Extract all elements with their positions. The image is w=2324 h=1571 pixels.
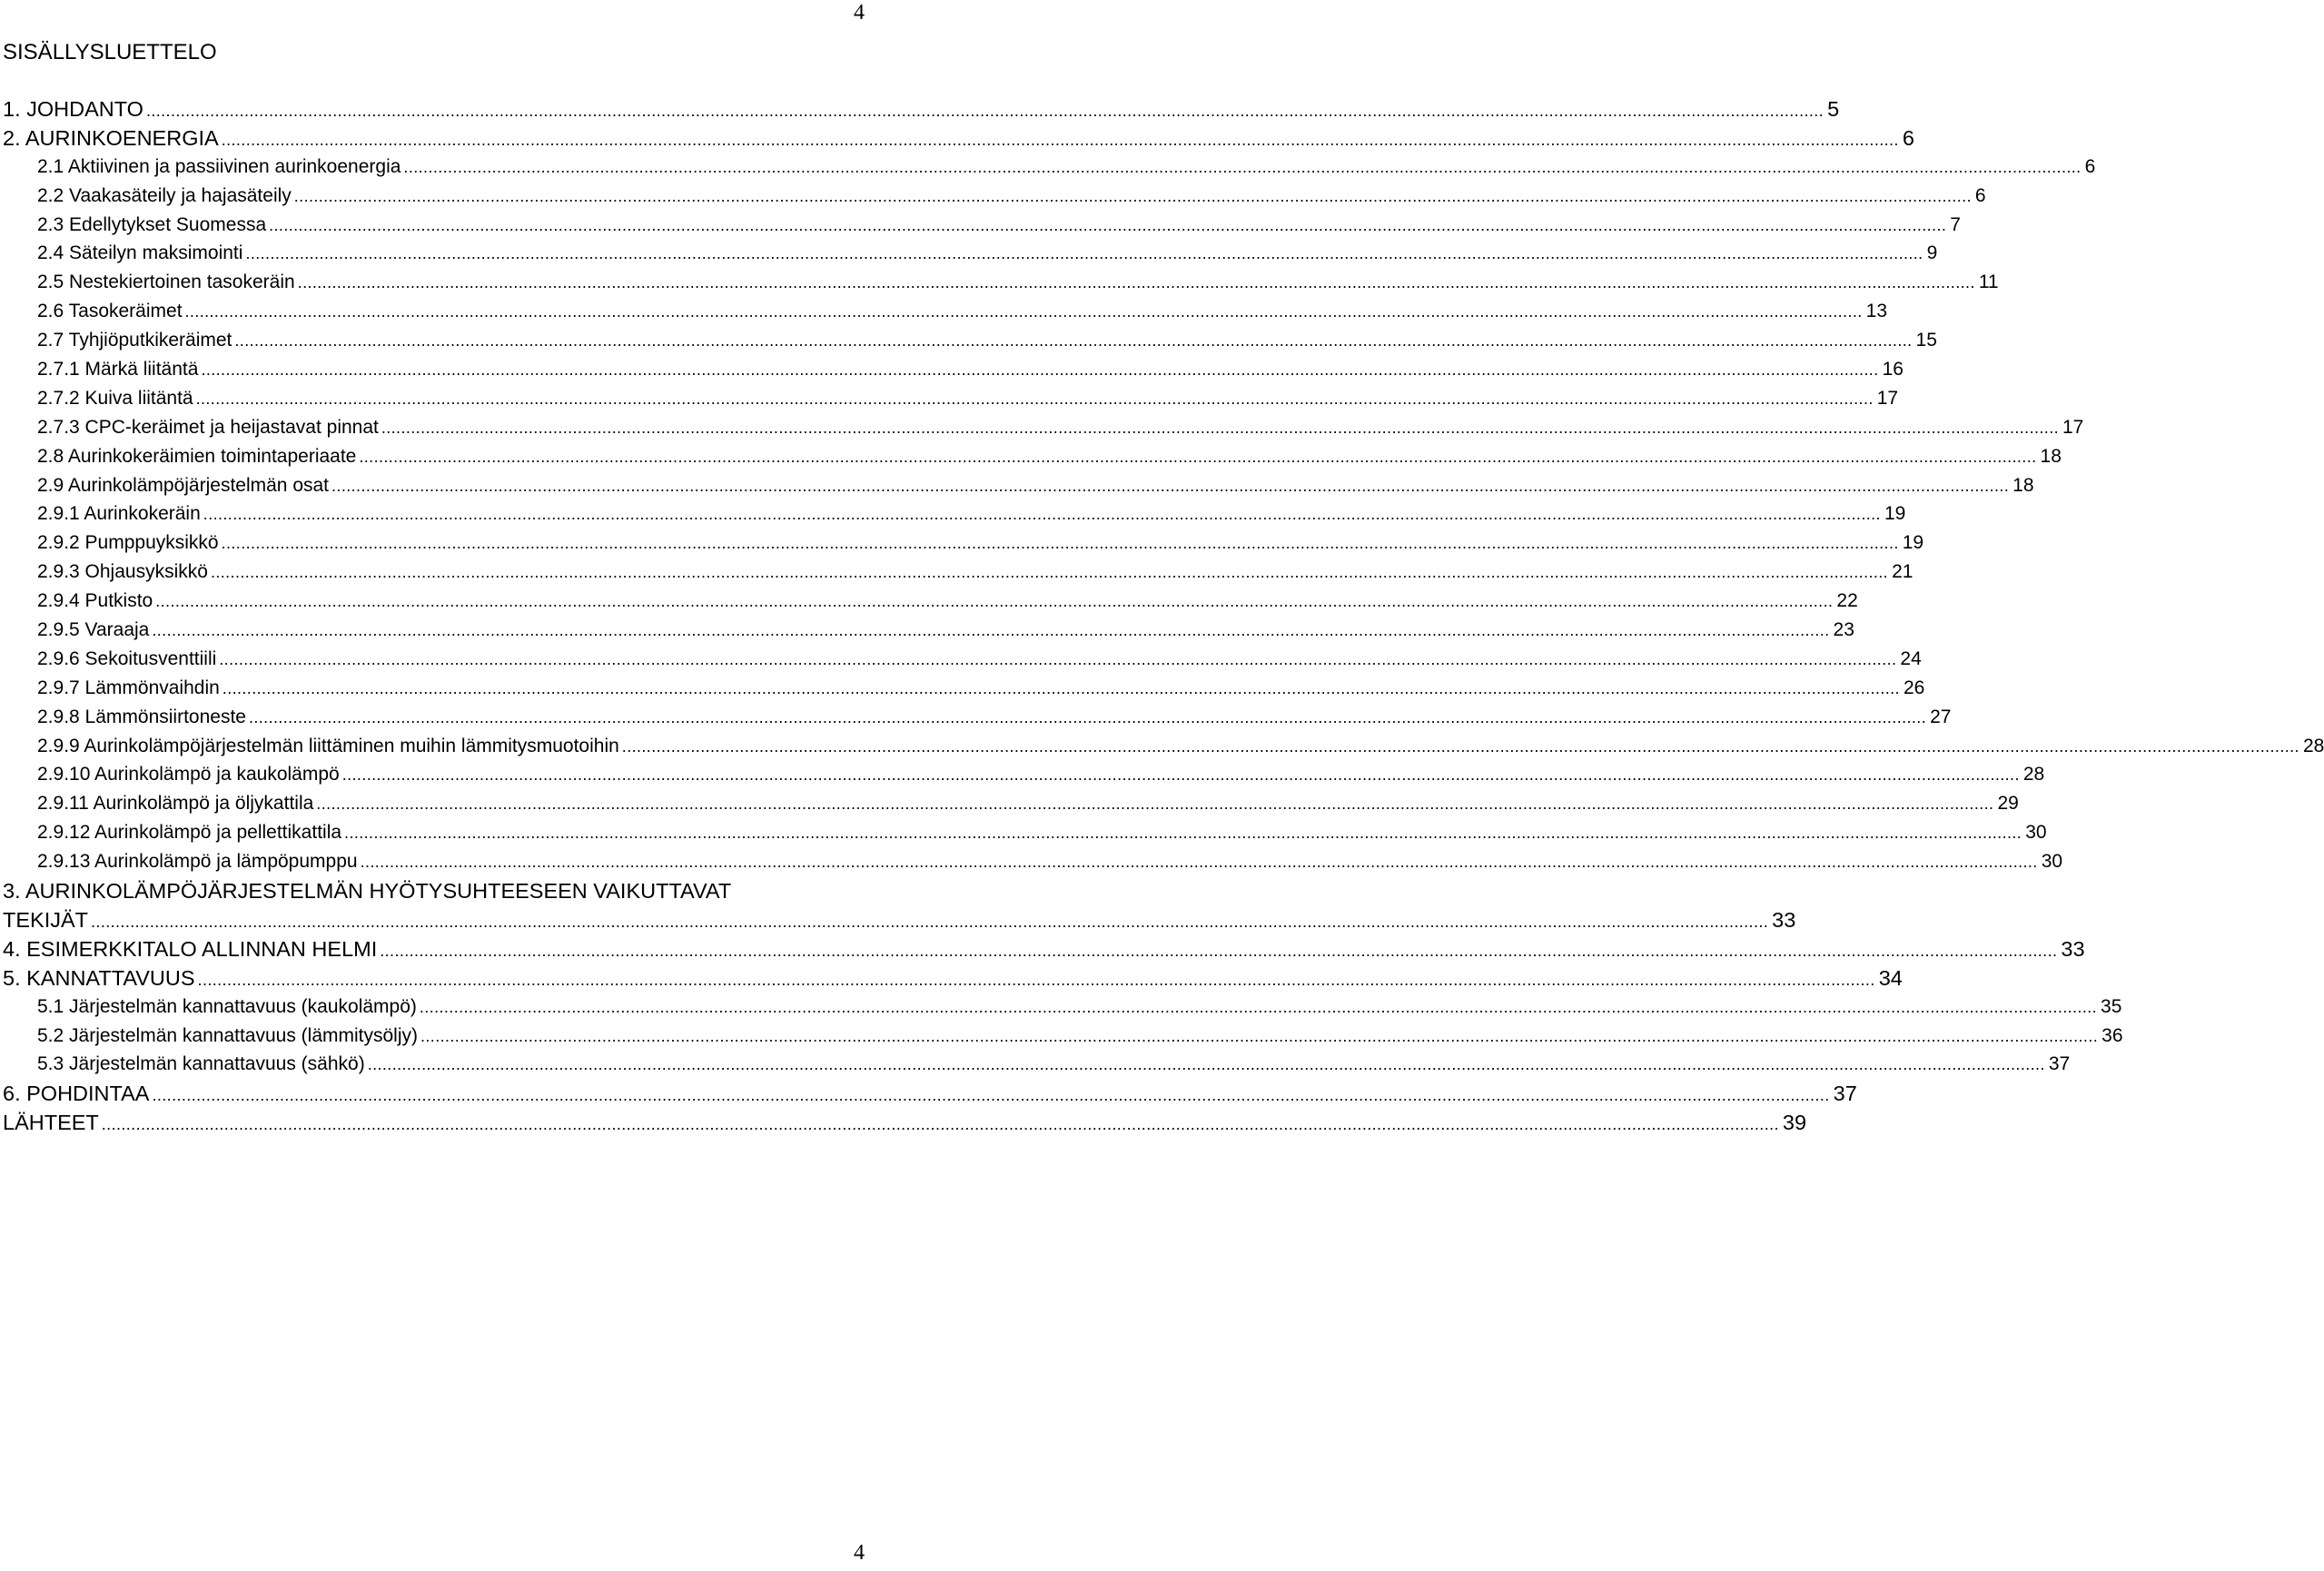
toc-entry-page: 16: [1882, 359, 1904, 380]
toc-entry-title: 2.9.5 Varaaja: [37, 619, 150, 641]
toc-entry[interactable]: [3, 386, 1899, 415]
toc-dot-leader: ......................................................................................................................................................................................................................................................................................................................................................: [316, 795, 1994, 814]
toc-entry[interactable]: [3, 212, 1961, 242]
toc-entry-title: 2.9.1 Aurinkokeräin: [37, 503, 201, 525]
toc-dot-leader: ......................................................................................................................................................................................................................................................................................................................................................: [293, 186, 1972, 205]
toc-entry-title: TEKIJÄT: [3, 907, 89, 932]
toc-entry[interactable]: [3, 588, 1858, 618]
toc-dot-leader: ......................................................................................................................................................................................................................................................................................................................................................: [145, 102, 1825, 120]
toc-entry-page: 29: [1997, 793, 2019, 815]
toc-dot-leader: ......................................................................................................................................................................................................................................................................................................................................................: [195, 389, 1874, 408]
toc-dot-leader: ......................................................................................................................................................................................................................................................................................................................................................: [331, 476, 2010, 495]
toc-list: [3, 96, 2324, 1139]
toc-entry[interactable]: [3, 878, 868, 907]
toc-entry[interactable]: [3, 647, 1922, 676]
toc-entry-title: 5.1 Järjestelmän kannattavuus (kaukolämpö): [37, 995, 417, 1017]
toc-entry-page: 19: [1902, 532, 1924, 554]
toc-entry-page: 5: [1827, 97, 1840, 121]
toc-entry-page: 34: [1878, 965, 1903, 990]
toc-dot-leader: ......................................................................................................................................................................................................................................................................................................................................................: [621, 736, 2299, 756]
toc-entry-title: 2.9.3 Ohjausyksikkö: [37, 561, 208, 583]
toc-entry[interactable]: [3, 965, 1903, 994]
toc-dot-leader: ......................................................................................................................................................................................................................................................................................................................................................: [222, 678, 1900, 697]
toc-entry[interactable]: [3, 1110, 1807, 1139]
toc-entry-page: 6: [1974, 184, 1986, 206]
page-number-bottom: 4: [854, 1541, 865, 1565]
toc-entry-title: 2.9.2 Pumppuyksikkö: [37, 532, 219, 554]
toc-entry[interactable]: [3, 183, 1986, 212]
toc-entry-title: 2.9.6 Sekoitusventtiili: [37, 647, 217, 669]
toc-entry-page: 22: [1836, 590, 1858, 612]
toc-entry-title: 2.9.10 Aurinkolämpö ja kaukolämpö: [37, 764, 340, 786]
toc-entry[interactable]: [3, 676, 1925, 705]
toc-dot-leader: ......................................................................................................................................................................................................................................................................................................................................................: [245, 244, 1923, 263]
toc-entry[interactable]: [3, 444, 2062, 473]
toc-entry-title: LÄHTEET: [3, 1111, 99, 1135]
toc-entry-title: 2.5 Nestekiertoinen tasokeräin: [37, 272, 295, 293]
toc-entry-title: 2.9 Aurinkolämpöjärjestelmän osat: [37, 474, 330, 496]
toc-entry-title: 2.6 Tasokeräimet: [37, 301, 183, 322]
toc-entry-title: 2.9.4 Putkisto: [37, 590, 153, 612]
toc-dot-leader: ......................................................................................................................................................................................................................................................................................................................................................: [155, 592, 1834, 611]
toc-dot-leader: ......................................................................................................................................................................................................................................................................................................................................................: [221, 534, 1899, 553]
toc-entry-page: 36: [2101, 1024, 2123, 1046]
toc-entry-title: 1. JOHDANTO: [3, 97, 143, 121]
toc-entry[interactable]: [3, 1023, 2123, 1052]
toc-dot-leader: ......................................................................................................................................................................................................................................................................................................................................................: [91, 912, 1769, 931]
toc-entry[interactable]: [3, 299, 1888, 328]
toc-entry-title: 2.3 Edellytykset Suomessa: [37, 213, 267, 235]
toc-dot-leader: ......................................................................................................................................................................................................................................................................................................................................................: [420, 1026, 2099, 1045]
toc-dot-leader: ......................................................................................................................................................................................................................................................................................................................................................: [219, 649, 1897, 668]
toc-entry-page: 18: [2040, 445, 2062, 467]
toc-entry[interactable]: [3, 791, 2019, 820]
toc-entry-page: 15: [1915, 330, 1937, 351]
toc-entry-title: 4. ESIMERKKITALO ALLINNAN HELMI: [3, 936, 378, 961]
toc-entry[interactable]: [3, 530, 1924, 559]
toc-entry-title: 5.3 Järjestelmän kannattavuus (sähkö): [37, 1053, 365, 1075]
toc-entry[interactable]: [3, 96, 1840, 125]
toc-dot-leader: ......................................................................................................................................................................................................................................................................................................................................................: [360, 853, 2038, 872]
toc-entry-page: 33: [2061, 936, 2085, 961]
toc-entry-title: 2.2 Vaakasäteily ja hajasäteily: [37, 184, 292, 206]
toc-entry-page: 33: [1772, 907, 1796, 932]
toc-entry[interactable]: [3, 415, 2084, 444]
toc-entry-title: 2. AURINKOENERGIA: [3, 125, 219, 150]
toc-dot-leader: ......................................................................................................................................................................................................................................................................................................................................................: [152, 621, 1830, 640]
toc-entry-page: 7: [1950, 213, 1961, 235]
toc-entry[interactable]: [3, 762, 2045, 791]
toc-dot-leader: ......................................................................................................................................................................................................................................................................................................................................................: [359, 447, 2037, 466]
toc-entry[interactable]: [3, 473, 2034, 502]
toc-entry[interactable]: [3, 820, 2047, 849]
toc-entry-title: 2.7.2 Kuiva liitäntä: [37, 387, 193, 409]
toc-entry-title: 2.1 Aktiivinen ja passiivinen aurinkoenergia: [37, 155, 401, 177]
toc-entry[interactable]: [3, 559, 1914, 588]
toc-entry-title: 2.9.11 Aurinkolämpö ja öljykattila: [37, 793, 314, 815]
toc-entry[interactable]: [3, 501, 1906, 530]
toc-entry-page: 30: [2025, 822, 2047, 844]
toc-dot-leader: ......................................................................................................................................................................................................................................................................................................................................................: [269, 215, 1947, 234]
toc-entry[interactable]: [3, 734, 2324, 763]
toc-entry[interactable]: [3, 705, 1952, 734]
toc-dot-leader: ......................................................................................................................................................................................................................................................................................................................................................: [403, 157, 2082, 176]
toc-dot-leader: ......................................................................................................................................................................................................................................................................................................................................................: [248, 707, 1927, 726]
toc-entry-title: 2.7.3 CPC-keräimet ja heijastavat pinnat: [37, 416, 379, 438]
toc-entry-title: 2.8 Aurinkokeräimien toimintaperiaate: [37, 445, 357, 467]
toc-entry-page: 18: [2012, 474, 2034, 496]
toc-dot-leader: ......................................................................................................................................................................................................................................................................................................................................................: [234, 331, 1913, 351]
toc-dot-leader: ......................................................................................................................................................................................................................................................................................................................................................: [184, 302, 1863, 321]
toc-entry-page: 28: [2302, 735, 2324, 756]
toc-entry-page: 27: [1930, 706, 1952, 727]
toc-entry-title: 2.7 Tyhjiöputkikeräimet: [37, 330, 232, 351]
toc-entry-page: 6: [2084, 155, 2096, 177]
toc-entry-title: 2.9.9 Aurinkolämpöjärjestelmän liittäminen muihin lämmitysmuotoihin: [37, 735, 619, 756]
toc-entry[interactable]: [3, 241, 1938, 270]
toc-dot-leader: ......................................................................................................................................................................................................................................................................................................................................................: [203, 505, 1881, 524]
toc-entry[interactable]: [3, 994, 2122, 1023]
toc-entry-page: 23: [1833, 619, 1854, 641]
toc-entry[interactable]: [3, 907, 1796, 936]
toc-entry-page: 39: [1782, 1111, 1807, 1135]
toc-entry[interactable]: [3, 270, 1999, 299]
toc-entry-title: 2.9.13 Aurinkolämpö ja lämpöpumppu: [37, 851, 358, 873]
toc-entry-page: 19: [1884, 503, 1906, 525]
toc-dot-leader: ......................................................................................................................................................................................................................................................................................................................................................: [380, 941, 2058, 960]
toc-entry-title: 3. AURINKOLÄMPÖJÄRJESTELMÄN HYÖTYSUHTEESEEN VAIKUTTAVAT: [3, 879, 732, 904]
toc-entry-title: 2.9.7 Lämmönvaihdin: [37, 677, 220, 698]
toc-entry-title: 2.7.1 Märkä liitäntä: [37, 359, 199, 380]
page-number-top: 4: [854, 1, 865, 25]
toc-entry[interactable]: [3, 125, 1914, 154]
toc-entry-page: 17: [1876, 387, 1899, 409]
toc-dot-leader: ......................................................................................................................................................................................................................................................................................................................................................: [341, 766, 2020, 785]
toc-dot-leader: ......................................................................................................................................................................................................................................................................................................................................................: [221, 130, 1899, 149]
toc-entry-page: 26: [1903, 677, 1925, 698]
toc-entry[interactable]: [3, 849, 2063, 878]
toc-entry-page: 17: [2062, 416, 2084, 438]
toc-entry-page: 28: [2022, 764, 2045, 786]
toc-entry[interactable]: [3, 154, 2096, 183]
toc-entry-page: 6: [1902, 125, 1914, 150]
toc-dot-leader: ......................................................................................................................................................................................................................................................................................................................................................: [210, 563, 1889, 582]
toc-entry-title: 5.2 Järjestelmän kannattavuus (lämmitysöljy): [37, 1024, 418, 1046]
toc-dot-leader: ......................................................................................................................................................................................................................................................................................................................................................: [344, 824, 2022, 843]
toc-entry-page: 30: [2041, 851, 2063, 873]
toc-dot-leader: ......................................................................................................................................................................................................................................................................................................................................................: [419, 997, 2098, 1016]
toc-entry-page: 24: [1900, 647, 1922, 669]
toc-dot-leader: ......................................................................................................................................................................................................................................................................................................................................................: [381, 418, 2059, 437]
toc-entry-page: 35: [2101, 995, 2122, 1017]
toc-entry[interactable]: [3, 936, 2085, 965]
toc-dot-leader: ......................................................................................................................................................................................................................................................................................................................................................: [201, 361, 1879, 380]
toc-entry[interactable]: [3, 618, 1854, 647]
toc-entry-page: 13: [1865, 301, 1888, 322]
toc-entry-title: 5. KANNATTAVUUS: [3, 965, 195, 990]
toc-dot-leader: ......................................................................................................................................................................................................................................................................................................................................................: [297, 273, 1975, 292]
toc-dot-leader: ......................................................................................................................................................................................................................................................................................................................................................: [367, 1055, 2045, 1074]
toc-dot-leader: ......................................................................................................................................................................................................................................................................................................................................................: [197, 970, 1875, 989]
toc-entry-page: 37: [2048, 1053, 2071, 1075]
toc-entry-page: 37: [1833, 1082, 1857, 1106]
toc-entry-page: 21: [1892, 561, 1914, 583]
toc-entry[interactable]: [3, 357, 1904, 386]
toc-entry-title: 2.9.8 Lämmönsiirtoneste: [37, 706, 246, 727]
toc-entry-title: 6. POHDINTAA: [3, 1082, 150, 1106]
toc-dot-leader: ......................................................................................................................................................................................................................................................................................................................................................: [101, 1115, 1779, 1134]
toc-entry[interactable]: [3, 328, 1937, 357]
toc-entry[interactable]: [3, 1081, 1857, 1110]
toc-dot-leader: ......................................................................................................................................................................................................................................................................................................................................................: [152, 1086, 1830, 1105]
toc-entry-page: 11: [1978, 272, 1999, 293]
toc-entry-title: 2.4 Säteilyn maksimointi: [37, 242, 243, 264]
toc-entry-title: 2.9.12 Aurinkolämpö ja pellettikattila: [37, 822, 342, 844]
toc-entry[interactable]: [3, 1052, 2071, 1081]
toc-heading: SISÄLLYSLUETTELO: [3, 40, 217, 64]
toc-entry-page: 9: [1926, 242, 1938, 264]
